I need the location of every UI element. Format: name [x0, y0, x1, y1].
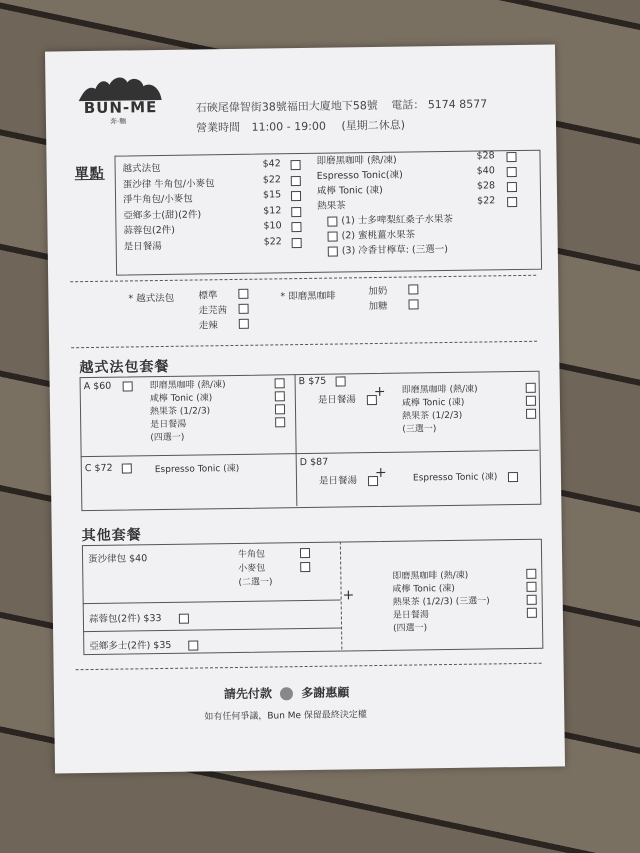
footer-line [224, 683, 350, 702]
option-checkbox[interactable] [408, 284, 418, 294]
item-name: Espresso Tonic(凍) [316, 169, 403, 182]
option[interactable] [368, 282, 428, 297]
set-d-item-label: Espresso Tonic (凍) [412, 472, 498, 484]
egg-option [238, 560, 318, 574]
set-a-label: A $60 [83, 380, 112, 393]
single-title: 單點 [74, 165, 105, 183]
item-name: 熱果茶 [317, 200, 346, 212]
item-checkbox[interactable] [292, 238, 302, 248]
item-checkbox[interactable] [507, 197, 517, 207]
tea-option-label: (3) 冷香甘檸草: (三選一) [341, 243, 448, 257]
other-drink-label: 咸檸 Tonic (凍) [392, 583, 455, 595]
egg-option-checkbox[interactable] [300, 562, 310, 572]
set-c-label: C $72 [84, 462, 113, 475]
item-checkbox[interactable] [506, 152, 516, 162]
set-b-item-label: 熱果茶 (1/2/3) [402, 410, 463, 422]
set-b-item-checkbox[interactable] [526, 396, 536, 406]
phone: 5174 8577 [427, 97, 488, 112]
item-name: 咸檸 Tonic (凍) [316, 184, 383, 197]
footer-note: 如有任何爭議，Bun Me 保留最終決定權 [204, 710, 367, 723]
other-title: 其他套餐 [81, 527, 142, 545]
other-drink-label: (四選一) [393, 623, 428, 634]
closed-day: (星期二休息) [341, 118, 406, 133]
item-name: 蛋沙律 牛角包/小麥包 [122, 177, 215, 191]
set-a-checkbox[interactable] [122, 381, 132, 391]
option-label: 加奶 [368, 285, 388, 298]
option[interactable] [368, 297, 428, 312]
set-d[interactable] [300, 457, 329, 468]
egg-set-label: 蛋沙律包 $40 [88, 553, 148, 566]
address: 石硤尾偉智街38號福田大廈地下58號 [195, 98, 378, 115]
tea-option[interactable] [327, 226, 415, 241]
hours: 11:00 - 19:00 [251, 119, 327, 134]
item-name: 蒜蓉包(2件) [123, 224, 176, 237]
set-b-checkbox[interactable] [335, 376, 345, 386]
option-label: 走芫茜 [198, 305, 228, 317]
other-drink-checkbox[interactable] [527, 595, 537, 605]
set-a-item-checkbox[interactable] [275, 378, 285, 388]
tea-checkbox[interactable] [328, 246, 338, 256]
logo-sub: 奔·麵 [109, 117, 127, 126]
tea-option-label: (1) 士多啤梨紅桑子水果茶 [341, 213, 453, 227]
set-b-item-label: 咸檸 Tonic (凍) [401, 397, 465, 409]
tea-option-label: (2) 蜜桃薑水果茶 [341, 229, 416, 242]
item-price: $28 [476, 180, 496, 192]
toast-set-checkbox[interactable] [188, 640, 198, 650]
set-b[interactable] [299, 375, 346, 387]
item-name: 越式法包 [122, 162, 161, 175]
set-a-item [150, 428, 290, 443]
set-c-checkbox[interactable] [122, 463, 132, 473]
coffee-option-label: * 即磨黑咖啡 [280, 290, 336, 303]
set-a-item-checkbox[interactable] [275, 417, 285, 427]
order-form-paper [45, 44, 565, 773]
egg-option [238, 546, 318, 560]
divider [71, 341, 537, 349]
logo [73, 72, 169, 126]
toast-set-label: 亞鄉多士(2件) $35 [89, 639, 172, 653]
item-checkbox[interactable] [291, 160, 301, 170]
address-line [196, 95, 488, 115]
tea-option[interactable] [328, 241, 448, 257]
item-price: $22 [263, 235, 282, 248]
toast-set[interactable] [89, 637, 198, 653]
item-name: 是日餐湯 [123, 240, 162, 253]
option-label: 走辣 [198, 320, 218, 332]
other-drink-label: 即磨黑咖啡 (熱/凍) [392, 570, 469, 582]
tea-option[interactable] [327, 211, 453, 227]
set-b-item-label: (三選一) [402, 424, 437, 435]
option-checkbox[interactable] [239, 319, 249, 329]
item-checkbox[interactable] [291, 207, 301, 217]
tea-checkbox[interactable] [327, 216, 337, 226]
option-checkbox[interactable] [238, 289, 248, 299]
egg-option-label: (二選一) [238, 577, 273, 588]
option[interactable] [199, 302, 259, 317]
item-price: $28 [476, 150, 495, 162]
item-name: 亞鄉多士(甜)(2件) [123, 208, 202, 222]
garlic-set[interactable] [89, 610, 189, 625]
set-a-item-checkbox[interactable] [275, 391, 285, 401]
item-price: $40 [476, 165, 495, 177]
smiley-icon [280, 687, 293, 700]
egg-option-label: 牛角包 [237, 549, 266, 560]
item-checkbox[interactable] [291, 222, 301, 232]
set-d-item-checkbox[interactable] [508, 472, 518, 482]
set-d-soup [319, 472, 378, 487]
phone-label: 電話： [391, 98, 425, 112]
item-price: $15 [262, 189, 282, 201]
other-drink-checkbox[interactable] [526, 569, 536, 579]
set-a-item-label: 咸檸 Tonic (凍) [149, 393, 213, 405]
set-a[interactable] [84, 380, 133, 392]
item-price: $22 [477, 195, 496, 207]
option-label: 標準 [198, 290, 218, 302]
option-checkbox[interactable] [408, 299, 418, 309]
other-drink-label: 是日餐湯 [392, 610, 429, 621]
thanks: 多謝惠顧 [301, 685, 350, 701]
item-checkbox[interactable] [507, 167, 517, 177]
banh-option-label: * 越式法包 [128, 292, 175, 305]
egg-option-label: 小麥包 [238, 563, 266, 574]
item-price: $10 [263, 220, 282, 232]
set-b-item-checkbox[interactable] [526, 409, 536, 419]
set-d-label: D $87 [299, 456, 329, 469]
tea-checkbox[interactable] [328, 231, 338, 241]
item-checkbox[interactable] [291, 191, 301, 201]
option-checkbox[interactable] [239, 304, 249, 314]
set-b-item [402, 420, 537, 435]
pay-first: 請先付款 [223, 686, 273, 702]
set-a-item-checkbox[interactable] [275, 404, 285, 414]
divider [70, 275, 536, 283]
other-drink-checkbox[interactable] [527, 608, 537, 618]
set-a-item-label: (四選一) [150, 432, 185, 444]
hours-label: 營業時間 [195, 120, 241, 135]
option[interactable] [198, 287, 258, 302]
option[interactable] [199, 317, 259, 332]
hours-line [196, 117, 405, 136]
set-c-item: Espresso Tonic (凍) [154, 463, 240, 476]
set-b-soup-label: 是日餐湯 [317, 394, 356, 406]
other-drink [393, 619, 538, 634]
other-drink-label: 熱果茶 (1/2/3) (三選一) [392, 596, 490, 608]
egg-option [238, 574, 318, 588]
set-a-item-label: 是日餐湯 [150, 419, 187, 431]
other-drink-checkbox[interactable] [526, 582, 536, 592]
set-b-soup [318, 391, 377, 406]
plus-sign: + [374, 464, 387, 482]
item-price: $12 [263, 204, 282, 217]
item-name: 即磨黑咖啡 (熱/凍) [316, 154, 397, 167]
divider [76, 663, 542, 671]
option-label: 加糖 [368, 300, 388, 313]
set-a-item-label: 即磨黑咖啡 (熱/凍) [149, 380, 226, 392]
item-price: $22 [262, 173, 282, 186]
item-price: $42 [262, 158, 281, 170]
logo-text: BUN-ME [83, 98, 158, 118]
set-b-item-checkbox[interactable] [526, 383, 536, 393]
sets-title: 越式法包套餐 [79, 358, 170, 377]
set-b-item-label: 即磨黑咖啡 (熱/凍) [401, 384, 478, 396]
set-d-soup-label: 是日餐湯 [318, 475, 358, 487]
item-name: 淨牛角包/小麥包 [122, 193, 193, 206]
garlic-set-label: 蒜蓉包(2件) $33 [88, 613, 162, 626]
set-b-label: B $75 [298, 375, 327, 388]
plus-sign: + [373, 383, 386, 401]
egg-option-checkbox[interactable] [300, 548, 310, 558]
garlic-set-checkbox[interactable] [178, 613, 188, 623]
item-checkbox[interactable] [291, 176, 301, 186]
set-c[interactable] [85, 462, 132, 474]
set-d-item [413, 469, 518, 483]
item-checkbox[interactable] [507, 182, 517, 192]
set-a-item-label: 熱果茶 (1/2/3) [149, 406, 211, 418]
plus-sign: + [342, 587, 355, 604]
